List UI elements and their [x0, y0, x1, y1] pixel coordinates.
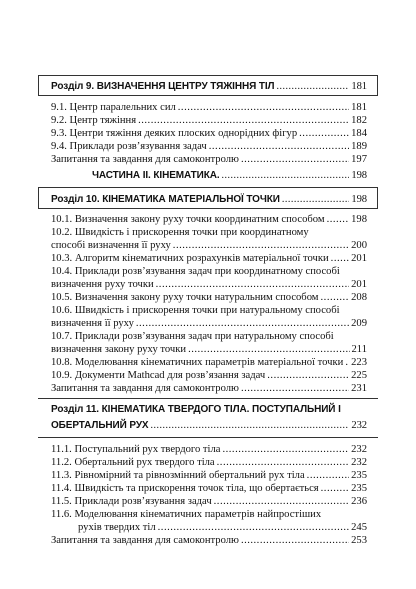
dot-leader	[222, 443, 349, 456]
toc-entry	[51, 443, 367, 456]
section-9-title: Розділ 9. ВИЗНАЧЕННЯ ЦЕНТРУ ТЯЖІННЯ ТІЛ	[51, 81, 275, 92]
dot-leader	[151, 419, 350, 432]
toc-entry	[51, 382, 367, 395]
dot-leader	[267, 369, 349, 382]
toc-entry	[51, 278, 367, 291]
dot-leader	[214, 495, 349, 508]
toc-entry	[51, 291, 367, 304]
dot-leader	[276, 80, 349, 93]
toc-entry-text: визначення її руху	[51, 318, 134, 329]
toc-entry-page: 189	[351, 141, 367, 152]
toc-entry-text: 11.2. Обертальний рух твердого тіла	[51, 457, 215, 468]
toc-entry-text: 9.1. Центр паралельних сил	[51, 102, 176, 113]
toc-entry-line	[51, 330, 334, 343]
toc-entry-text: 10.7. Приклади розв’язування задач при натуральному способі	[51, 331, 334, 342]
toc-entry-text: способі визначення її руху	[51, 240, 171, 251]
toc-entry	[51, 356, 367, 369]
dot-leader	[241, 382, 349, 395]
toc-entry-text: 10.8. Моделювання кінематичних параметрів матеріальної точки	[51, 357, 344, 368]
dot-leader	[173, 239, 349, 252]
toc-entry	[51, 140, 367, 153]
toc-entry-page: 182	[351, 115, 367, 126]
toc-entry	[51, 239, 367, 252]
dot-leader	[209, 140, 349, 153]
toc-entry	[51, 456, 367, 469]
toc-entry-page: 198	[351, 214, 367, 225]
section-11-bottom-rule	[38, 437, 378, 438]
toc-entry-text: рухів твердих тіл	[78, 522, 156, 533]
toc-entry-line	[51, 265, 340, 278]
dot-leader	[241, 534, 349, 547]
toc-entry	[51, 153, 367, 166]
toc-entry-line	[51, 508, 321, 521]
section-10-heading	[51, 193, 367, 206]
section-11-heading-line-1	[51, 403, 341, 416]
toc-entry-text: 10.5. Визначення закону руху точки натуральним способом	[51, 292, 319, 303]
toc-entry-text: визначення руху точки	[51, 279, 154, 290]
toc-entry-text: Запитання та завдання для самоконтролю	[51, 154, 239, 165]
toc-entry	[51, 369, 367, 382]
section-10-title: Розділ 10. КІНЕМАТИКА МАТЕРІАЛЬНОЇ ТОЧКИ	[51, 194, 280, 205]
toc-entry-page: 200	[351, 240, 367, 251]
toc-entry-page: 231	[351, 383, 367, 394]
toc-entry-text: 11.6. Моделювання кінематичних параметрів найпростіших	[51, 509, 322, 520]
dot-leader	[138, 114, 349, 127]
toc-entry-page: 232	[351, 444, 367, 455]
toc-entry	[51, 317, 367, 330]
dot-leader	[331, 252, 349, 265]
dot-leader	[188, 343, 349, 356]
toc-entry-page: 209	[351, 318, 367, 329]
dot-leader	[321, 291, 350, 304]
dot-leader	[178, 101, 349, 114]
toc-entry	[51, 482, 367, 495]
section-11-heading	[51, 419, 367, 432]
dot-leader	[158, 521, 349, 534]
toc-entry-text: 11.3. Рівномірний та рівнозмінний обертальний рух тіла	[51, 470, 305, 481]
toc-entry-page: 225	[351, 370, 367, 381]
toc-entry-page: 232	[351, 457, 367, 468]
toc-entry-text: Запитання та завдання для самоконтролю	[51, 535, 239, 546]
part-2-page: 198	[351, 170, 367, 181]
toc-entry-text: 11.5. Приклади розв’язування задач	[51, 496, 212, 507]
section-10-page: 198	[351, 194, 367, 205]
dot-leader	[307, 469, 349, 482]
toc-entry-text: 10.9. Документи Mathcad для розв’язання задач	[51, 370, 266, 381]
toc-entry-line	[51, 304, 340, 317]
toc-entry-page: 211	[351, 344, 367, 355]
toc-entry-page: 201	[351, 279, 367, 290]
dot-leader	[299, 127, 349, 140]
toc-entry-text: 11.4. Швидкість та прискорення точок тіла, що обертається	[51, 483, 319, 494]
section-9-heading	[51, 80, 367, 93]
dot-leader	[327, 213, 350, 226]
toc-entry-page: 235	[351, 483, 367, 494]
toc-entry	[51, 534, 367, 547]
toc-entry-text: визначення закону руху точки	[51, 344, 187, 355]
toc-entry-text: 9.3. Центри тяжіння деяких плоских однорідних фігур	[51, 128, 298, 139]
toc-entry-text: 10.1. Визначення закону руху точки координатним способом	[51, 214, 325, 225]
toc-entry-text: Запитання та завдання для самоконтролю	[51, 383, 239, 394]
toc-entry	[51, 127, 367, 140]
toc-entry-text: 10.4. Приклади розв’язування задач при координатному способі	[51, 266, 340, 277]
dot-leader	[241, 153, 349, 166]
section-11-title-line-2: ОБЕРТАЛЬНИЙ РУХ	[51, 420, 149, 431]
toc-entry-text: 10.6. Швидкість і прискорення точки при натуральному способі	[51, 305, 340, 316]
section-9-page: 181	[351, 81, 367, 92]
toc-entry	[51, 469, 367, 482]
toc-entry	[51, 495, 367, 508]
part-2-title: ЧАСТИНА ІІ. КІНЕМАТИКА.	[92, 170, 220, 181]
toc-entry-page: 201	[351, 253, 367, 264]
toc-entry	[51, 252, 367, 265]
toc-entry-text: 11.1. Поступальний рух твердого тіла	[51, 444, 221, 455]
toc-entry-text: 9.2. Центр тяжіння	[51, 115, 137, 126]
dot-leader	[345, 356, 349, 369]
toc-entry-page: 184	[351, 128, 367, 139]
dot-leader	[321, 482, 349, 495]
dot-leader	[156, 278, 349, 291]
toc-entry	[51, 343, 367, 356]
toc-entry	[51, 114, 367, 127]
toc-entry	[78, 521, 367, 534]
section-11-page: 232	[351, 420, 367, 431]
section-11-top-rule	[38, 398, 378, 399]
toc-entry-text: 10.3. Алгоритм кінематичних розрахунків матеріальної точки	[51, 253, 329, 264]
toc-entry-page: 253	[351, 535, 367, 546]
toc-entry	[51, 213, 367, 226]
toc-entry-page: 181	[351, 102, 367, 113]
dot-leader	[222, 169, 350, 182]
toc-entry-line	[51, 226, 309, 239]
toc-entry-page: 197	[351, 154, 367, 165]
dot-leader	[136, 317, 349, 330]
toc-entry-page: 235	[351, 470, 367, 481]
toc-entry-page: 245	[351, 522, 367, 533]
toc-entry	[51, 101, 367, 114]
toc-entry-page: 236	[351, 496, 367, 507]
toc-entry-page: 223	[351, 357, 367, 368]
part-2-heading	[92, 169, 367, 182]
toc-entry-page: 208	[351, 292, 367, 303]
toc-entry-text: 10.2. Швидкість і прискорення точки при координатному	[51, 227, 309, 238]
toc-entry-text: 9.4. Приклади розв’язування задач	[51, 141, 207, 152]
section-11-title-line-1: Розділ 11. КІНЕМАТИКА ТВЕРДОГО ТІЛА. ПОСТУПАЛЬНИЙ І	[51, 404, 341, 415]
dot-leader	[217, 456, 349, 469]
dot-leader	[282, 193, 350, 206]
